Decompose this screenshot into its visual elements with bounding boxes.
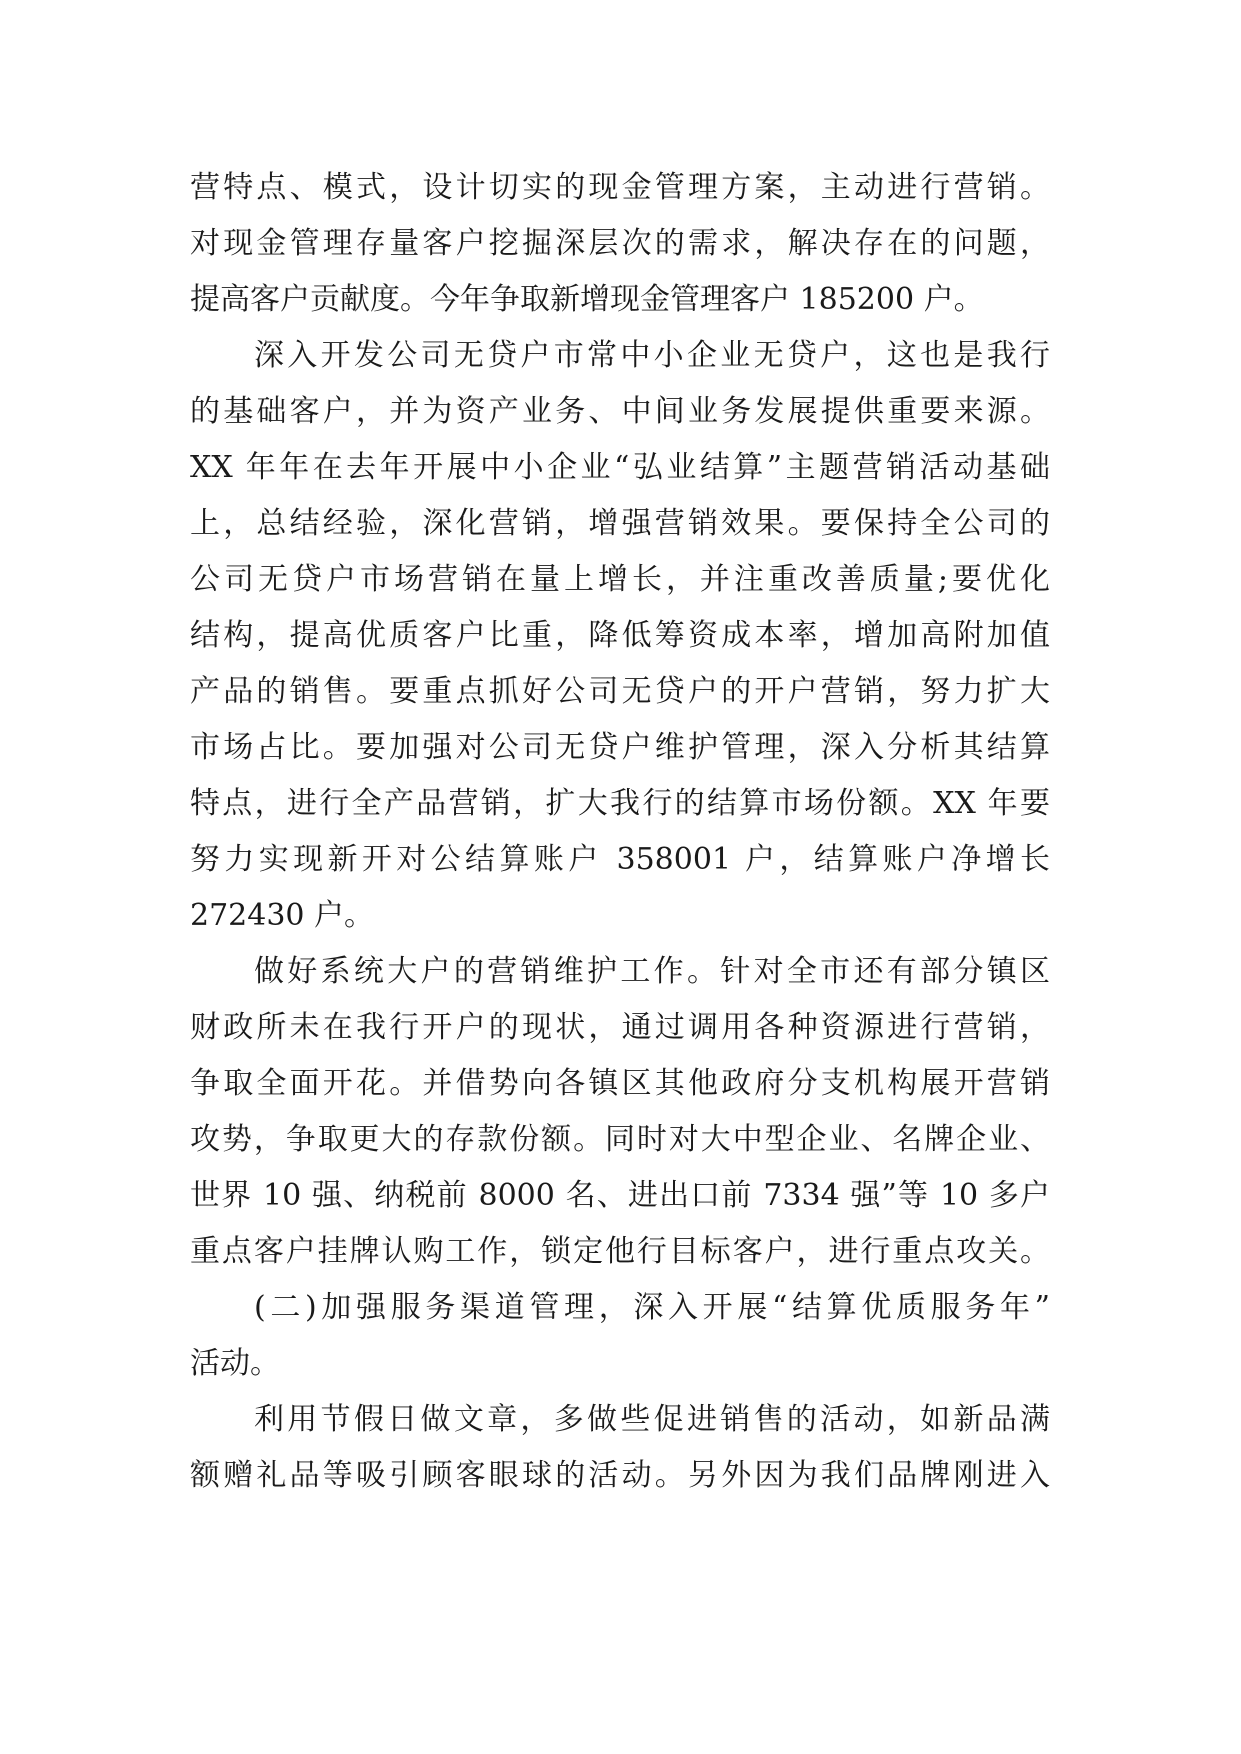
text-line: 营特点、模式，设计切实的现金管理方案，主动进行营销。 bbox=[190, 170, 1050, 205]
text-line: 提高客户贡献度。今年争取新增现金管理客户 185200 户。 bbox=[190, 282, 984, 317]
text-line: 财政所未在我行开户的现状，通过调用各种资源进行营销， bbox=[190, 1010, 1050, 1045]
section-heading: (二)加强服务渠道管理，深入开展“结算优质服务年” bbox=[254, 1290, 1050, 1325]
body-text bbox=[190, 160, 1050, 1504]
text-line: 公司无贷户市场营销在量上增长，并注重改善质量;要优化 bbox=[190, 562, 1050, 597]
text-line: 对现金管理存量客户挖掘深层次的需求，解决存在的问题， bbox=[190, 226, 1050, 261]
text-line: 世界 10 强、纳税前 8000 名、进出口前 7334 强”等 10 多户 bbox=[190, 1178, 1050, 1213]
text-line: 额赠礼品等吸引顾客眼球的活动。另外因为我们品牌刚进入 bbox=[190, 1458, 1050, 1493]
paragraph-first-line: 利用节假日做文章，多做些促进销售的活动，如新品满 bbox=[254, 1402, 1050, 1437]
text-line: 攻势，争取更大的存款份额。同时对大中型企业、名牌企业、 bbox=[190, 1122, 1050, 1157]
paragraph-first-line: 深入开发公司无贷户市常中小企业无贷户，这也是我行 bbox=[254, 338, 1050, 373]
text-line: XX 年年在去年开展中小企业“弘业结算”主题营销活动基础 bbox=[190, 450, 1050, 485]
text-line: 特点，进行全产品营销，扩大我行的结算市场份额。XX 年要 bbox=[190, 786, 1050, 821]
text-line: 的基础客户，并为资产业务、中间业务发展提供重要来源。 bbox=[190, 394, 1050, 429]
text-line: 努力实现新开对公结算账户 358001 户，结算账户净增长 bbox=[190, 842, 1050, 877]
text-line: 结构，提高优质客户比重，降低筹资成本率，增加高附加值 bbox=[190, 618, 1050, 653]
paragraph-first-line: 做好系统大户的营销维护工作。针对全市还有部分镇区 bbox=[254, 954, 1050, 989]
text-line: 上，总结经验，深化营销，增强营销效果。要保持全公司的 bbox=[190, 506, 1050, 541]
text-line: 活动。 bbox=[190, 1346, 280, 1381]
text-line: 272430 户。 bbox=[190, 898, 375, 933]
text-line: 争取全面开花。并借势向各镇区其他政府分支机构展开营销 bbox=[190, 1066, 1050, 1101]
text-line: 重点客户挂牌认购工作，锁定他行目标客户，进行重点攻关。 bbox=[190, 1234, 1050, 1269]
text-line: 产品的销售。要重点抓好公司无贷户的开户营销，努力扩大 bbox=[190, 674, 1050, 709]
text-line: 市场占比。要加强对公司无贷户维护管理，深入分析其结算 bbox=[190, 730, 1050, 765]
